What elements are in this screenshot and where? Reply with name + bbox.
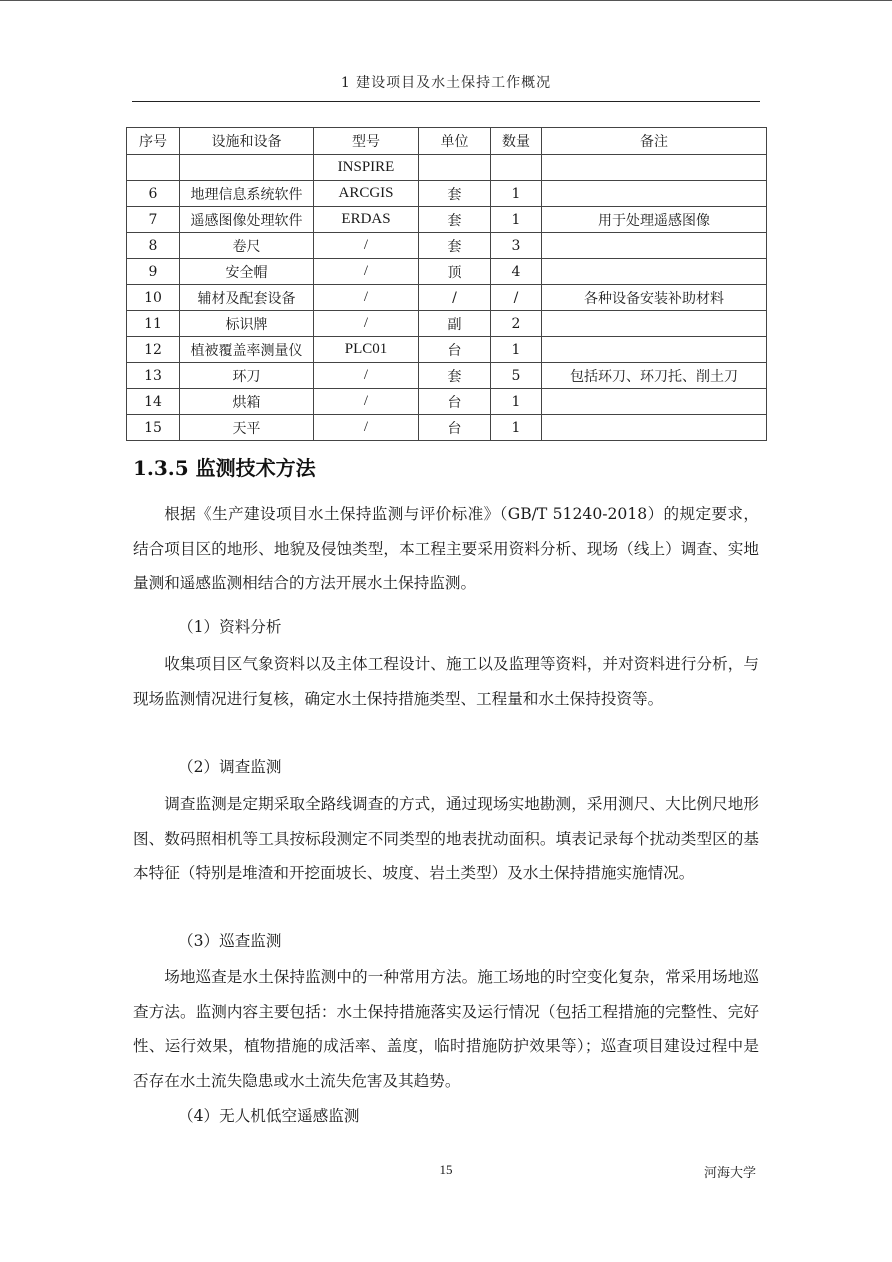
column-header-equipment: 设施和设备 [180,128,314,155]
cell-remarks: 各种设备安装补助材料 [542,285,767,311]
cell-quantity: / [491,285,542,311]
table-row [127,337,767,363]
cell-equipment: 地理信息系统软件 [180,181,314,207]
cell-quantity: 5 [491,363,542,389]
cell-remarks [542,181,767,207]
method2-paragraph: 调查监测是定期采取全路线调查的方式，通过现场实地勘测，采用测尺、大比例尺地形图、数码照相机等工具按标段测定不同类型的地表扰动面积。填表记录每个扰动类型区的基本特征（特别是堆渣和开挖面坡长、坡度、岩土类型）及水土保持措施实施情况。 [133,795,759,882]
section-heading: 1.3.5 监测技术方法 [133,456,316,480]
cell-index: 9 [127,259,180,285]
method3-paragraph: 场地巡查是水土保持监测中的一种常用方法。施工场地的时空变化复杂，常采用场地巡查方法。监测内容主要包括：水土保持措施落实及运行情况（包括工程措施的完整性、完好性、运行效果，植物措施的成活率、盖度，临时措施防护效果等）；巡查项目建设过程中是否存在水土流失隐患或水土流失危害及其趋势。 [133,968,759,1090]
equipment-table [126,127,767,441]
cell-index: 6 [127,181,180,207]
cell-model: / [314,389,419,415]
cell-index: 13 [127,363,180,389]
cell-unit: 顶 [419,259,491,285]
table-row [127,207,767,233]
page-number: 15 [439,1162,453,1177]
cell-equipment: 烘箱 [180,389,314,415]
cell-index [127,155,180,181]
header-rule [132,101,760,102]
cell-quantity [491,155,542,181]
cell-index: 10 [127,285,180,311]
table-row [127,415,767,441]
cell-index: 14 [127,389,180,415]
cell-unit: 套 [419,181,491,207]
cell-remarks [542,155,767,181]
column-header-remarks: 备注 [542,128,767,155]
cell-model: / [314,233,419,259]
cell-quantity: 1 [491,415,542,441]
cell-index: 11 [127,311,180,337]
table-row [127,181,767,207]
cell-model: / [314,363,419,389]
cell-quantity: 2 [491,311,542,337]
cell-quantity: 1 [491,389,542,415]
intro-paragraph: 根据《生产建设项目水土保持监测与评价标准》（GB/T 51240-2018）的规定要求，结合项目区的地形、地貌及侵蚀类型，本工程主要采用资料分析、现场（线上）调查、实地量测和遥感监测相结合的方法开展水土保持监测。 [133,505,759,592]
cell-index: 8 [127,233,180,259]
table-row [127,363,767,389]
method3-title: （3）巡查监测 [178,932,282,950]
footer-organization: 河海大学 [704,1166,757,1181]
cell-equipment: 植被覆盖率测量仪 [180,337,314,363]
cell-remarks [542,337,767,363]
cell-unit: 套 [419,363,491,389]
method1-paragraph: 收集项目区气象资料以及主体工程设计、施工以及监理等资料，并对资料进行分析，与现场监测情况进行复核，确定水土保持措施类型、工程量和水土保持投资等。 [133,655,759,708]
running-header: 1 建设项目及水土保持工作概况 [340,75,552,91]
cell-unit: 台 [419,389,491,415]
cell-model: / [314,259,419,285]
cell-remarks [542,415,767,441]
cell-equipment: 安全帽 [180,259,314,285]
cell-equipment: 天平 [180,415,314,441]
cell-remarks [542,259,767,285]
cell-unit [419,155,491,181]
table-row [127,155,767,181]
cell-unit: 台 [419,415,491,441]
page-top-border [0,0,892,1]
cell-equipment: 遥感图像处理软件 [180,207,314,233]
cell-quantity: 4 [491,259,542,285]
cell-unit: / [419,285,491,311]
cell-quantity: 1 [491,337,542,363]
cell-quantity: 1 [491,181,542,207]
cell-remarks: 用于处理遥感图像 [542,207,767,233]
table-row [127,285,767,311]
column-header-unit: 单位 [419,128,491,155]
column-header-quantity: 数量 [491,128,542,155]
cell-quantity: 1 [491,207,542,233]
cell-model: PLC01 [314,337,419,363]
cell-equipment [180,155,314,181]
table-row [127,259,767,285]
cell-unit: 套 [419,207,491,233]
cell-remarks [542,311,767,337]
table-row [127,389,767,415]
table-header-row [127,128,767,155]
table-row [127,311,767,337]
cell-equipment: 辅材及配套设备 [180,285,314,311]
column-header-model: 型号 [314,128,419,155]
cell-model: / [314,285,419,311]
cell-unit: 台 [419,337,491,363]
method2-title: （2）调查监测 [178,758,282,776]
cell-model: / [314,311,419,337]
cell-index: 15 [127,415,180,441]
cell-model: ERDAS [314,207,419,233]
method4-title: （4）无人机低空遥感监测 [178,1107,360,1125]
cell-index: 12 [127,337,180,363]
method1-title: （1）资料分析 [178,618,282,636]
cell-equipment: 卷尺 [180,233,314,259]
table-row [127,233,767,259]
cell-model: ARCGIS [314,181,419,207]
cell-remarks [542,389,767,415]
cell-model: INSPIRE [314,155,419,181]
cell-index: 7 [127,207,180,233]
cell-equipment: 标识牌 [180,311,314,337]
cell-quantity: 3 [491,233,542,259]
column-header-index: 序号 [127,128,180,155]
cell-unit: 套 [419,233,491,259]
cell-equipment: 环刀 [180,363,314,389]
cell-remarks: 包括环刀、环刀托、削土刀 [542,363,767,389]
cell-unit: 副 [419,311,491,337]
table-body [127,155,767,441]
cell-remarks [542,233,767,259]
cell-model: / [314,415,419,441]
